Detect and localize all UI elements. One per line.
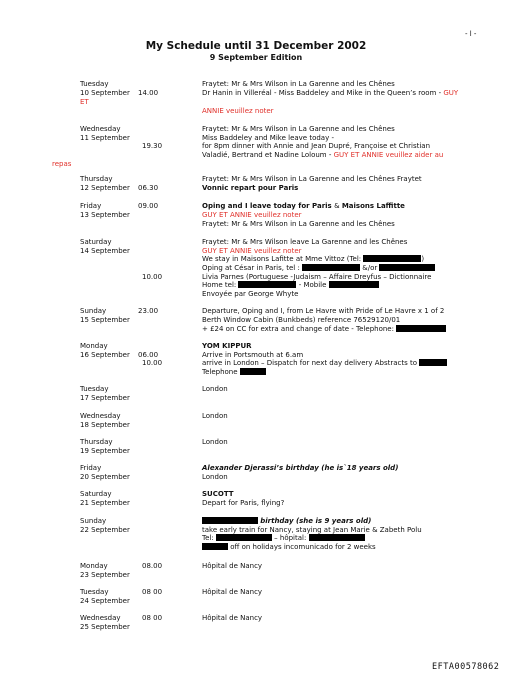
entry-date: 17 September [80, 394, 130, 402]
entry-line-wrap: ET [80, 98, 89, 106]
entry-day: Wednesday [80, 614, 121, 622]
entry-day: Thursday [80, 438, 113, 446]
entry-day: Monday [80, 562, 108, 570]
redaction-bar [238, 281, 296, 288]
entry-day: Friday [80, 202, 102, 210]
entry-day: Sunday [80, 517, 107, 525]
entry-time: 10.00 [142, 273, 163, 281]
entry-line: birthday (she is 9 years old) [202, 517, 371, 526]
entry-day: Thursday [80, 175, 113, 183]
entry-date: 12 September [80, 184, 130, 192]
entry-line: Dr Hanin in Villeréal - Miss Baddeley and Mike in the Queen’s room - GUY [202, 89, 459, 97]
entry-date: 20 September [80, 473, 130, 481]
page-number: - l - [465, 30, 477, 38]
entry-line: Envoyée par George Whyte [202, 290, 299, 298]
redaction-bar [379, 264, 435, 271]
entry-day: Saturday [80, 490, 112, 498]
entry-time: 23.00 [138, 307, 159, 315]
entry-day: Friday [80, 464, 102, 472]
entry-line: Oping and I leave today for Paris & Maisons Laffitte [202, 202, 405, 210]
entry-note: GUY ET ANNIE veuillez noter [202, 247, 302, 255]
entry-line: London [202, 438, 228, 446]
entry-time: 10.00 [142, 359, 163, 367]
entry-time: 08 00 [142, 588, 163, 596]
redaction-bar [309, 534, 365, 541]
entry-date: 22 September [80, 526, 130, 534]
entry-line: Hôpital de Nancy [202, 562, 263, 570]
entry-line: Fraytet: Mr & Mrs Wilson in La Garenne and les Chênes [202, 125, 395, 133]
entry-day: Sunday [80, 307, 107, 315]
redaction-bar [329, 281, 379, 288]
entry-line: Fraytet: Mr & Mrs Wilson in La Garenne and les Chênes [202, 80, 395, 88]
entry-line: Alexander Djerassi’s birthday (he is`18 years old) [202, 464, 399, 472]
redaction-bar [396, 325, 446, 332]
entry-day: Tuesday [80, 385, 109, 393]
entry-line: YOM KIPPUR [202, 342, 252, 350]
entry-date: 11 September [80, 134, 130, 142]
entry-line: Valadié, Bertrand et Nadine Loloum - GUY ET ANNIE veuillez aider au [202, 151, 444, 159]
entry-date: 13 September [80, 211, 130, 219]
entry-day: Wednesday [80, 412, 121, 420]
redaction-bar [216, 534, 272, 541]
entry-line: Berth Window Cabin (Bunkbeds) reference 76529120/01 [202, 316, 401, 324]
entry-date: 15 September [80, 316, 130, 324]
entry-time: 09.00 [138, 202, 159, 210]
entry-line: SUCOTT [202, 490, 234, 498]
entry-time: 08 00 [142, 614, 163, 622]
entry-line: Fraytet: Mr & Mrs Wilson in La Garenne and les Chênes Fraytet [202, 175, 422, 183]
entry-time: 19.30 [142, 142, 163, 150]
entry-line: Fraytet: Mr & Mrs Wilson in La Garenne and les Chênes [202, 220, 395, 228]
entry-line: Hôpital de Nancy [202, 614, 263, 622]
entry-line: for 8pm dinner with Annie and Jean Dupré, Françoise et Christian [202, 142, 431, 150]
page-title: My Schedule until 31 December 2002 [145, 40, 367, 52]
entry-line: Vonnic repart pour Paris [202, 184, 299, 192]
entry-note: ANNIE veuillez noter [202, 107, 274, 115]
entry-line: Fraytet: Mr & Mrs Wilson leave La Garenne and les Chênes [202, 238, 408, 246]
entry-day: Saturday [80, 238, 112, 246]
redaction-bar [419, 359, 447, 366]
entry-line: + £24 on CC for extra and change of date - Telephone: [202, 325, 446, 334]
entry-line: London [202, 385, 228, 393]
entry-line: We stay in Maisons Lafitte at Mme Vittoz (Tel: ) [202, 255, 425, 263]
entry-line: Arrive in Portsmouth at 6.am [202, 351, 304, 359]
entry-date: 24 September [80, 597, 130, 605]
entry-day: Tuesday [80, 80, 109, 88]
entry-date: 19 September [80, 447, 130, 455]
entry-day: Monday [80, 342, 108, 350]
entry-time: 08.00 [142, 562, 163, 570]
document-id: EFTA00578062 [432, 662, 500, 672]
page-subtitle: 9 September Edition [209, 53, 303, 62]
entry-date: 25 September [80, 623, 130, 631]
entry-line-wrap: repas [52, 160, 72, 168]
entry-line: Miss Baddeley and Mike leave today - [202, 134, 334, 142]
entry-line: London [202, 473, 228, 481]
entry-day: Tuesday [80, 588, 109, 596]
entry-date: 21 September [80, 499, 130, 507]
entry-line: off on holidays incomunicado for 2 weeks [202, 543, 376, 552]
entry-line: Home tel: - Mobile [202, 281, 379, 290]
entry-line: arrive in London – Dispatch for next day delivery Abstracts to [202, 359, 447, 368]
entry-date: 14 September [80, 247, 130, 255]
redaction-bar [363, 255, 421, 262]
entry-time: 06.00 [138, 351, 159, 359]
entry-line: Oping at César in Paris, tel : &/or [202, 264, 435, 273]
entry-line: take early train for Nancy, staying at Jean Marie & Zabeth Polu [202, 526, 422, 534]
entry-date: 16 September [80, 351, 130, 359]
entry-note: GUY ET ANNIE veuillez noter [202, 211, 302, 219]
redaction-bar [302, 264, 360, 271]
entry-line: Depart for Paris, flying? [202, 499, 285, 507]
entry-line: Tel: – hôpital: [202, 534, 365, 543]
entry-line: London [202, 412, 228, 420]
entry-time: 06.30 [138, 184, 159, 192]
entry-line: Hôpital de Nancy [202, 588, 263, 596]
entry-time: 14.00 [138, 89, 159, 97]
redaction-bar [202, 517, 258, 524]
entry-date: 10 September [80, 89, 130, 97]
redaction-bar [240, 368, 266, 375]
entry-day: Wednesday [80, 125, 121, 133]
entry-date: 23 September [80, 571, 130, 579]
entry-line: Departure, Oping and I, from Le Havre with Pride of Le Havre x 1 of 2 [202, 307, 445, 315]
entry-line: Livia Parnes (Portuguese -Judaism – Affaire Dreyfus – Dictionnaire [202, 273, 432, 281]
redaction-bar [202, 543, 228, 550]
entry-line: Telephone [202, 368, 266, 377]
entry-date: 18 September [80, 421, 130, 429]
